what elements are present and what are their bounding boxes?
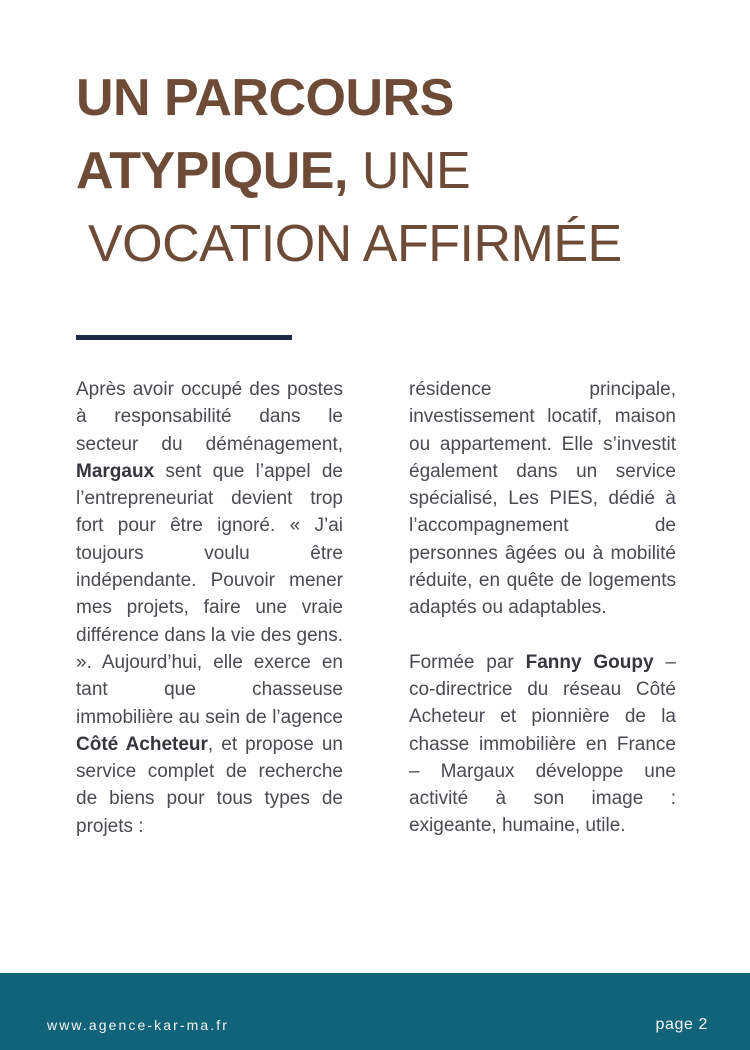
body-text-run: sent que l’appel de l’entrepreneuriat devient trop fort pour être ignoré. « J’ai toujours voulu être indépendante. Pouvoir mener mes projets, faire une vraie différence dans la vie des gens. ». Aujourd’hui, elle exerce en tant que chasseuse immobilière au sein de l’agence xyxy=(76,460,343,728)
page-title-line-3 xyxy=(76,208,696,281)
body-paragraph xyxy=(76,376,343,840)
body-text-emphasis: Margaux xyxy=(76,460,155,482)
footer-page-number: page 2 xyxy=(655,1016,708,1033)
body-text-run: Après avoir occupé des postes à responsabilité dans le secteur du déménagement, xyxy=(76,379,343,455)
page-title-bold-run: ATYPIQUE, xyxy=(76,142,348,200)
body-text-emphasis: Fanny Goupy xyxy=(525,651,654,673)
page-title-line-2 xyxy=(76,135,696,208)
title-divider-rule xyxy=(76,335,292,340)
footer-website-url[interactable]: www.agence-kar-ma.fr xyxy=(47,1017,230,1033)
body-columns xyxy=(76,376,676,936)
page-title-bold-run: UN PARCOURS xyxy=(76,69,454,127)
body-text-run: , et propose un service complet de recherche de biens pour tous types de projets : xyxy=(76,733,343,837)
body-column-right xyxy=(409,376,676,840)
page-title-light-run: VOCATION AFFIRMÉE xyxy=(88,215,622,273)
page-title xyxy=(76,62,696,281)
body-text-emphasis: Côté Acheteur xyxy=(76,733,208,755)
page-footer xyxy=(0,973,750,1050)
body-text-run: résidence principale, investissement locatif, maison ou appartement. Elle s’investit également dans un service spécialisé, Les PIES, dédié à l’accompagnement de personnes âgées ou à mobilité réduite, en quête de logements adaptés ou adaptables. xyxy=(409,379,676,619)
body-paragraph xyxy=(409,649,676,840)
body-column-left xyxy=(76,376,343,840)
footer-content xyxy=(0,1014,750,1036)
body-text-run: – co-directrice du réseau Côté Acheteur et pionnière de la chasse immobilière en France – Margaux développe une activité à son image : exigeante, humaine, utile. xyxy=(409,651,676,837)
body-paragraph xyxy=(409,376,676,622)
page-title-line-1 xyxy=(76,62,696,135)
page-title-light-run: UNE xyxy=(347,142,471,200)
body-text-run: Formée par xyxy=(409,651,526,673)
